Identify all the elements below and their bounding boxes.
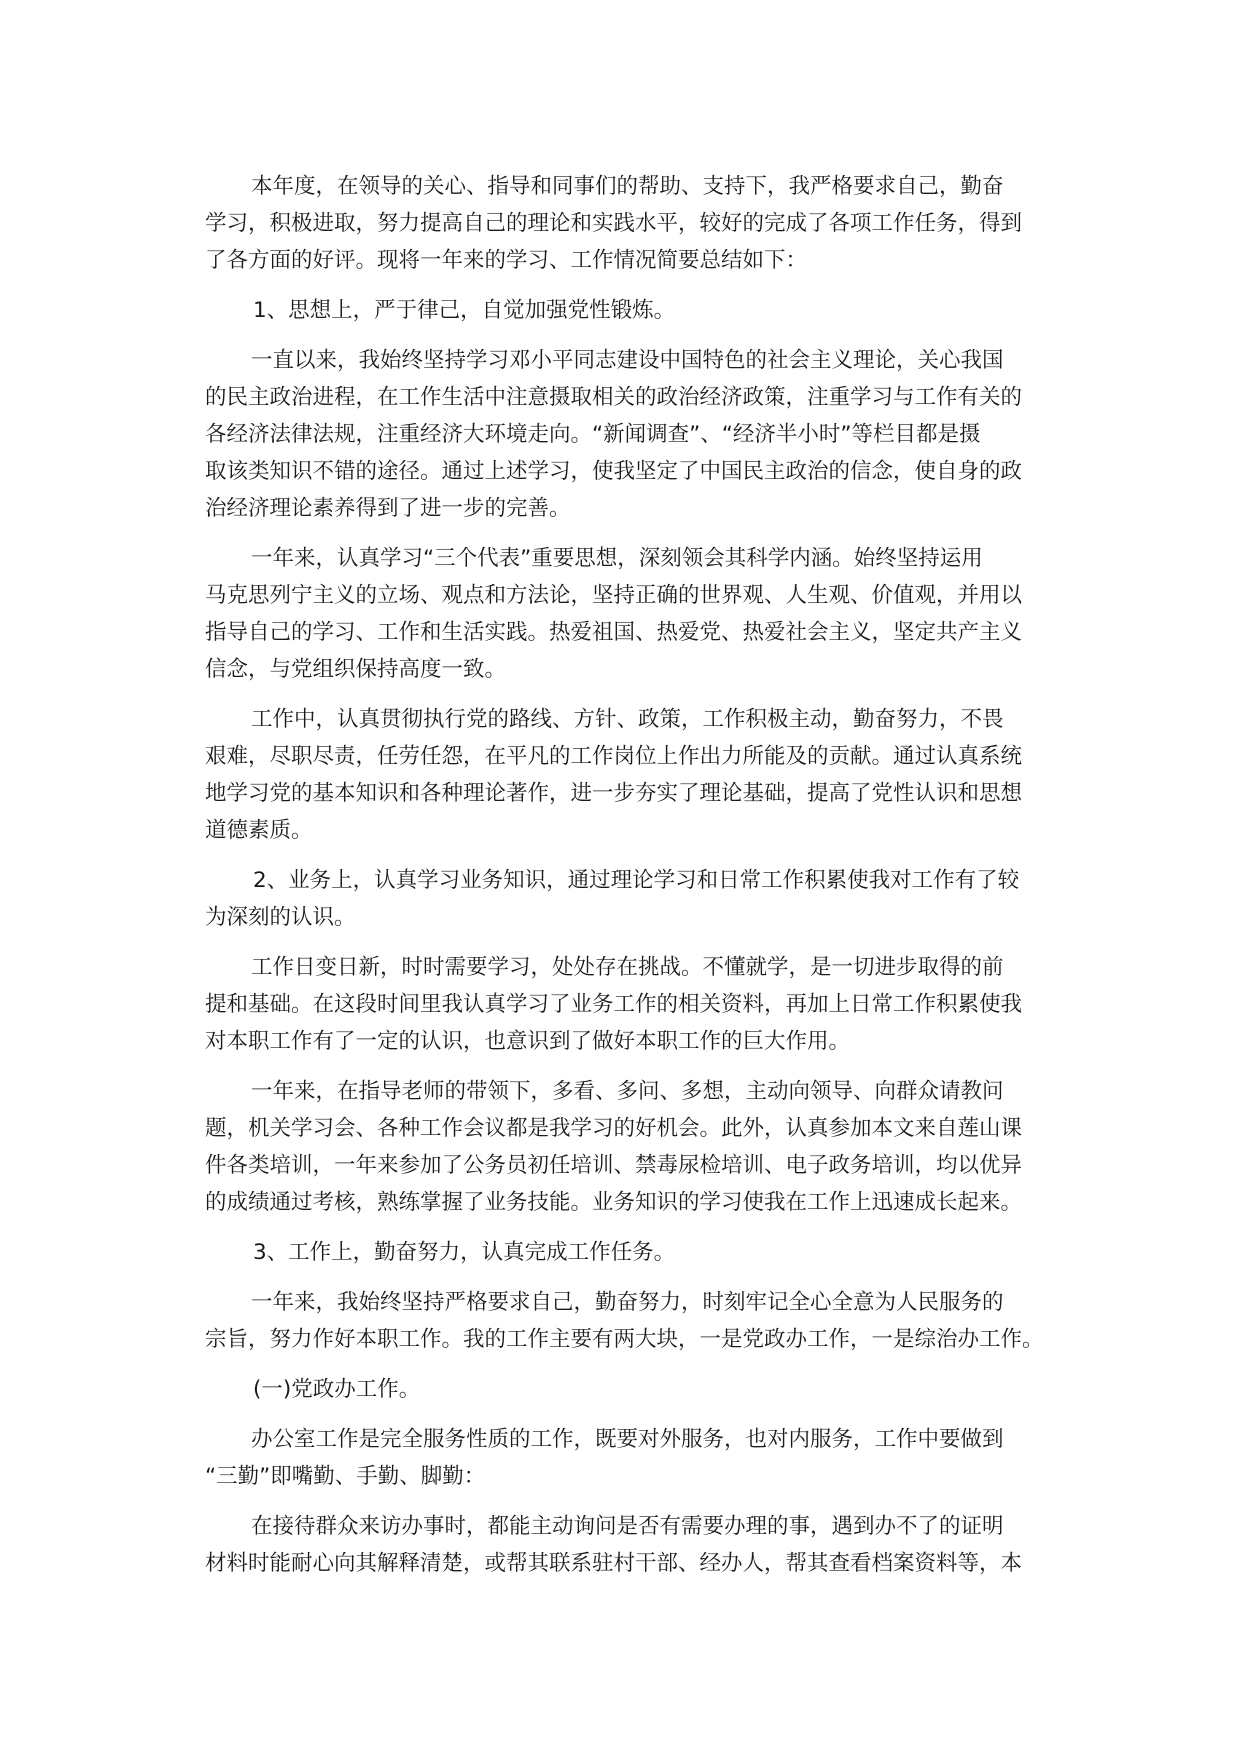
text-line: 一年来，在指导老师的带领下，多看、多问、多想，主动向领导、向群众请教问 xyxy=(251,1079,1004,1104)
text-line: 1、思想上，严于律己，自觉加强党性锻炼。 xyxy=(253,298,676,323)
paragraph-learning xyxy=(205,949,1045,1060)
text-line: 件各类培训，一年来参加了公务员初任培训、禁毒尿检培训、电子政务培训，均以优异 xyxy=(205,1153,1023,1178)
text-line: 提和基础。在这段时间里我认真学习了业务工作的相关资料，再加上日常工作积累使我 xyxy=(205,992,1023,1017)
paragraph-work-attitude xyxy=(205,701,1045,849)
text-line: 一直以来，我始终坚持学习邓小平同志建设中国特色的社会主义理论，关心我国 xyxy=(251,348,1004,373)
text-line: 艰难，尽职尽责，任劳任怨，在平凡的工作岗位上作出力所能及的贡献。通过认真系统 xyxy=(205,744,1023,769)
text-line: 学习，积极进取，努力提高自己的理论和实践水平，较好的完成了各项工作任务，得到 xyxy=(205,211,1023,236)
text-line: 的成绩通过考核，熟练掌握了业务技能。业务知识的学习使我在工作上迅速成长起来。 xyxy=(205,1190,1023,1215)
text-line: 取该类知识不错的途径。通过上述学习，使我坚定了中国民主政治的信念，使自身的政 xyxy=(205,459,1023,484)
text-line: 材料时能耐心向其解释清楚，或帮其联系驻村干部、经办人，帮其查看档案资料等，本 xyxy=(205,1551,1023,1576)
document-body xyxy=(205,168,1045,1582)
text-line: 工作日变日新，时时需要学习，处处存在挑战。不懂就学，是一切进步取得的前 xyxy=(251,955,1004,980)
text-line: 本年度，在领导的关心、指导和同事们的帮助、支持下，我严格要求自己，勤奋 xyxy=(251,174,1004,199)
section-heading-3 xyxy=(205,1234,1045,1271)
text-line: (一)党政办工作。 xyxy=(253,1377,421,1402)
paragraph-training xyxy=(205,1073,1045,1221)
paragraph-office-work xyxy=(205,1421,1045,1495)
text-line: 信念，与党组织保持高度一致。 xyxy=(205,657,507,682)
paragraph-reception xyxy=(205,1508,1045,1582)
subsection-heading xyxy=(205,1371,1045,1408)
section-heading-1 xyxy=(205,292,1045,329)
text-line: 指导自己的学习、工作和生活实践。热爱祖国、热爱党、热爱社会主义，坚定共产主义 xyxy=(205,620,1023,645)
text-line: 为深刻的认识。 xyxy=(205,905,356,930)
text-line: 的民主政治进程，在工作生活中注意摄取相关的政治经济政策，注重学习与工作有关的 xyxy=(205,385,1023,410)
text-line: 治经济理论素养得到了进一步的完善。 xyxy=(205,496,571,521)
text-line: 一年来，认真学习“三个代表”重要思想，深刻领会其科学内涵。始终坚持运用 xyxy=(251,546,983,571)
text-line: 题，机关学习会、各种工作会议都是我学习的好机会。此外，认真参加本文来自莲山课 xyxy=(205,1116,1023,1141)
text-line: 各经济法律法规，注重经济大环境走向。“新闻调查”、“经济半小时”等栏目都是摄 xyxy=(205,422,981,447)
text-line: 道德素质。 xyxy=(205,818,313,843)
text-line: 了各方面的好评。现将一年来的学习、工作情况简要总结如下： xyxy=(205,248,808,273)
paragraph-work-tasks xyxy=(205,1284,1045,1358)
section-heading-2 xyxy=(205,862,1045,936)
text-line: “三勤”即嘴勤、手勤、脚勤： xyxy=(205,1464,486,1489)
paragraph-intro xyxy=(205,168,1045,279)
text-line: 在接待群众来访办事时，都能主动询问是否有需要办理的事，遇到办不了的证明 xyxy=(251,1514,1004,1539)
text-line: 一年来，我始终坚持严格要求自己，勤奋努力，时刻牢记全心全意为人民服务的 xyxy=(251,1290,1004,1315)
text-line: 宗旨，努力作好本职工作。我的工作主要有两大块，一是党政办工作，一是综治办工作。 xyxy=(205,1327,1044,1352)
text-line: 对本职工作有了一定的认识，也意识到了做好本职工作的巨大作用。 xyxy=(205,1029,851,1054)
text-line: 地学习党的基本知识和各种理论著作，进一步夯实了理论基础，提高了党性认识和思想 xyxy=(205,781,1023,806)
text-line: 2、业务上，认真学习业务知识，通过理论学习和日常工作积累使我对工作有了较 xyxy=(253,868,1020,893)
paragraph-three-represents xyxy=(205,540,1045,688)
text-line: 办公室工作是完全服务性质的工作，既要对外服务，也对内服务，工作中要做到 xyxy=(251,1427,1004,1452)
text-line: 3、工作上，勤奋努力，认真完成工作任务。 xyxy=(253,1240,676,1265)
text-line: 马克思列宁主义的立场、观点和方法论，坚持正确的世界观、人生观、价值观，并用以 xyxy=(205,583,1023,608)
text-line: 工作中，认真贯彻执行党的路线、方针、政策，工作积极主动，勤奋努力，不畏 xyxy=(251,707,1004,732)
paragraph-theory xyxy=(205,342,1045,527)
